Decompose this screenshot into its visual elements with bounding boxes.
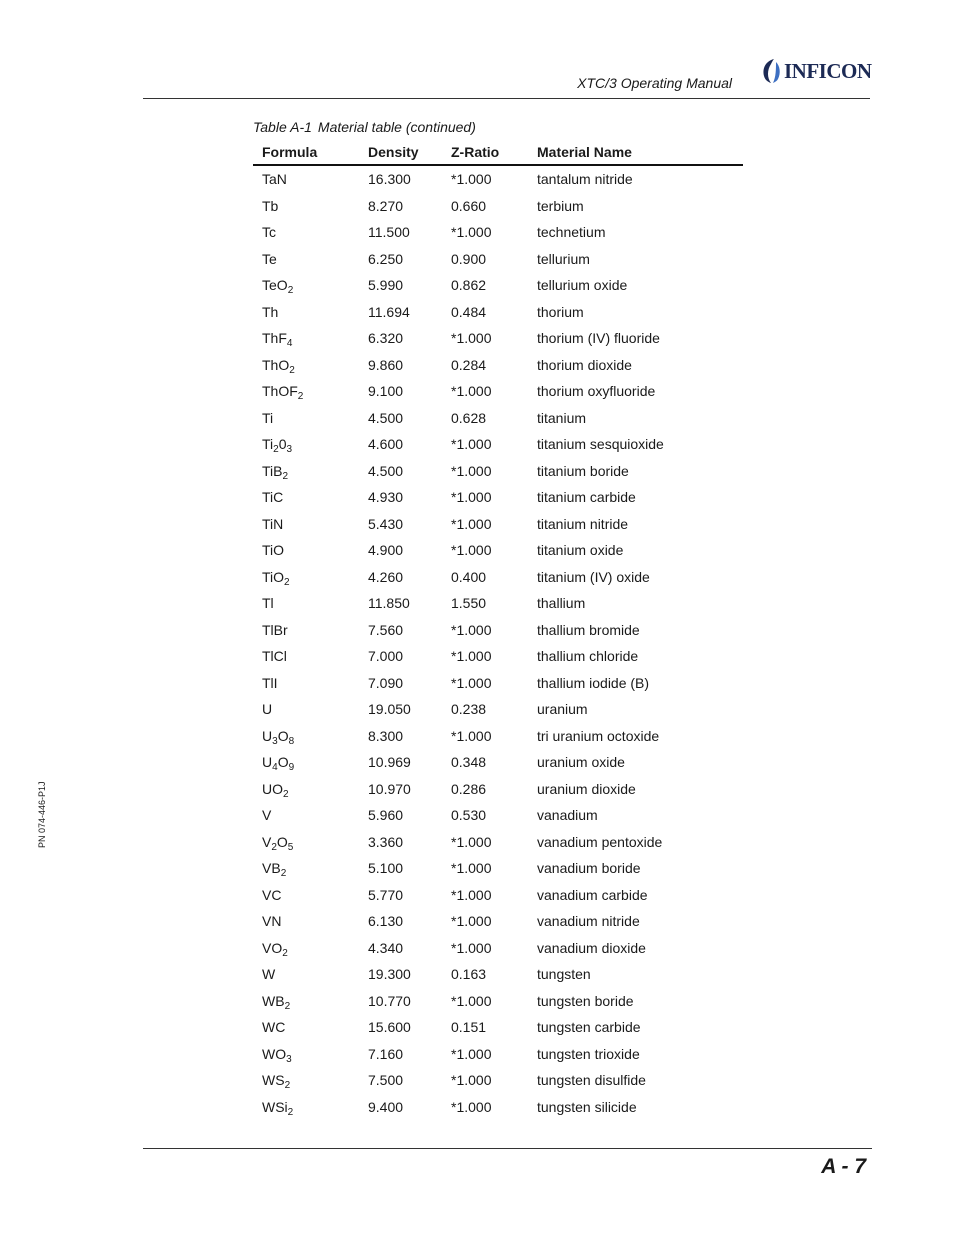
material-name-cell: technetium: [537, 224, 606, 240]
table-row: [253, 776, 743, 803]
z-ratio-cell: 0.628: [451, 409, 487, 426]
formula-subscript: 9: [288, 762, 295, 773]
density-cell: 4.600: [368, 436, 404, 452]
z-ratio-cell: 0.400: [451, 568, 487, 585]
column-header-formula: Formula: [262, 144, 318, 160]
table-row: [253, 405, 743, 432]
z-ratio-cell: *1.000: [451, 648, 492, 664]
formula-subscript: 2: [282, 947, 288, 959]
formula-cell: [262, 462, 289, 482]
table-row: [253, 961, 743, 988]
formula-text: O: [277, 727, 289, 744]
formula-cell: [262, 171, 287, 187]
formula-cell: [262, 410, 273, 426]
z-ratio-cell: 0.348: [451, 754, 487, 770]
formula-text: 0: [278, 436, 287, 452]
formula-text: ThOF: [262, 383, 298, 399]
table-row: [253, 378, 743, 405]
inficon-logo-icon: [760, 58, 782, 84]
z-ratio-cell: *1.000: [451, 833, 492, 850]
material-name-cell: thallium: [537, 595, 586, 611]
formula-subscript: 3: [272, 735, 278, 747]
formula-text: TiC: [262, 489, 284, 505]
formula-text: WO: [262, 1045, 287, 1062]
formula-cell: [262, 675, 278, 691]
formula-subscript: 3: [286, 1053, 292, 1065]
z-ratio-cell: 0.163: [451, 966, 487, 982]
formula-cell: [262, 1019, 285, 1035]
table-row: [253, 882, 743, 909]
table-row: [253, 166, 743, 193]
table-row: [253, 988, 743, 1015]
formula-cell: [262, 383, 304, 402]
formula-text: TlI: [262, 674, 278, 691]
formula-cell: [262, 754, 295, 773]
formula-cell: [262, 913, 281, 929]
density-cell: 6.250: [368, 250, 404, 267]
density-cell: 9.860: [368, 356, 404, 373]
density-cell: 7.160: [368, 1045, 404, 1062]
formula-subscript: 2: [273, 444, 279, 455]
density-cell: 7.500: [368, 1072, 404, 1088]
formula-text: U: [262, 754, 273, 770]
material-name-cell: titanium sesquioxide: [537, 436, 664, 452]
formula-text: Tb: [262, 197, 279, 214]
formula-text: VN: [262, 913, 282, 929]
formula-subscript: 2: [284, 576, 290, 588]
formula-cell: [262, 595, 274, 611]
material-name-cell: tantalum nitride: [537, 171, 633, 187]
table-row: [253, 431, 743, 458]
formula-text: WS: [262, 1072, 285, 1088]
formula-text: Th: [262, 303, 279, 320]
formula-cell: [262, 198, 278, 214]
z-ratio-cell: 0.484: [451, 303, 487, 320]
density-cell: 8.270: [368, 197, 404, 214]
formula-cell: [262, 568, 290, 588]
formula-text: ThF: [262, 330, 287, 346]
table-header: [253, 136, 743, 166]
formula-text: WC: [262, 1019, 286, 1035]
formula-text: V: [262, 807, 272, 823]
formula-cell: [262, 277, 294, 296]
z-ratio-cell: *1.000: [451, 462, 492, 479]
z-ratio-cell: *1.000: [451, 913, 492, 929]
table-row: [253, 935, 743, 962]
formula-cell: [262, 648, 287, 664]
table-row: [253, 299, 743, 326]
part-number: PN 074-446-P1J: [37, 781, 47, 848]
material-name-cell: thorium (IV) fluoride: [537, 330, 660, 346]
table-row: [253, 749, 743, 776]
formula-text: WB: [262, 992, 285, 1009]
formula-cell: [262, 701, 272, 717]
formula-cell: [262, 1045, 292, 1065]
material-name-cell: tellurium oxide: [537, 277, 628, 293]
z-ratio-cell: *1.000: [451, 515, 492, 532]
table-row: [253, 802, 743, 829]
z-ratio-cell: 0.862: [451, 277, 487, 293]
density-cell: 19.300: [368, 966, 411, 982]
formula-cell: [262, 356, 295, 376]
z-ratio-cell: 0.900: [451, 250, 487, 267]
density-cell: 10.970: [368, 780, 411, 797]
formula-subscript: 2: [297, 391, 304, 402]
z-ratio-cell: 0.151: [451, 1019, 487, 1035]
table-row: [253, 1041, 743, 1068]
material-name-cell: thorium: [537, 303, 584, 320]
formula-text: VC: [262, 886, 282, 903]
material-table-body: [253, 166, 743, 1120]
page-number: A - 7: [821, 1155, 866, 1178]
material-name-cell: tungsten: [537, 966, 591, 982]
material-name-cell: titanium: [537, 409, 587, 426]
z-ratio-cell: *1.000: [451, 860, 492, 876]
density-cell: 11.694: [368, 303, 410, 320]
formula-cell: [262, 833, 294, 853]
formula-text: TiB: [262, 462, 283, 479]
table-row: [253, 908, 743, 935]
formula-cell: [262, 489, 283, 505]
material-name-cell: titanium (IV) oxide: [537, 568, 650, 585]
formula-cell: [262, 966, 275, 982]
header-manual-title: XTC/3 Operating Manual: [577, 75, 732, 91]
material-name-cell: thallium iodide (B): [537, 674, 650, 691]
formula-subscript: 4: [272, 762, 278, 773]
formula-text: WSi: [262, 1098, 288, 1115]
z-ratio-cell: *1.000: [451, 542, 492, 558]
formula-text: UO: [262, 780, 283, 797]
formula-cell: [262, 992, 291, 1012]
density-cell: 6.130: [368, 913, 404, 929]
table-row: [253, 352, 743, 379]
z-ratio-cell: *1.000: [451, 489, 492, 505]
table-row: [253, 537, 743, 564]
table-row: [253, 1067, 743, 1094]
material-name-cell: thallium chloride: [537, 648, 639, 664]
z-ratio-cell: 0.530: [451, 807, 487, 823]
logo-text: INFICON: [784, 58, 872, 83]
formula-text: Ti: [262, 436, 274, 452]
material-name-cell: tungsten trioxide: [537, 1045, 640, 1062]
table-row: [253, 193, 743, 220]
density-cell: 10.770: [368, 992, 411, 1009]
material-name-cell: tellurium: [537, 250, 590, 267]
table-row: [253, 855, 743, 882]
z-ratio-cell: 1.550: [451, 595, 487, 611]
material-name-cell: tungsten silicide: [537, 1098, 637, 1115]
formula-subscript: 3: [286, 444, 293, 455]
formula-cell: [262, 224, 276, 240]
footer-rule: [143, 1148, 872, 1149]
formula-cell: [262, 1098, 294, 1118]
table-row: [253, 272, 743, 299]
formula-cell: [262, 727, 295, 747]
table-row: [253, 590, 743, 617]
formula-cell: [262, 304, 278, 320]
formula-text: U: [262, 727, 273, 744]
material-name-cell: tungsten disulfide: [537, 1072, 646, 1088]
formula-text: TaN: [262, 171, 287, 187]
z-ratio-cell: 0.660: [451, 197, 487, 214]
z-ratio-cell: *1.000: [451, 1045, 492, 1062]
material-name-cell: titanium carbide: [537, 489, 636, 505]
density-cell: 8.300: [368, 727, 404, 744]
density-cell: 4.500: [368, 462, 404, 479]
material-name-cell: terbium: [537, 197, 584, 214]
material-name-cell: tungsten boride: [537, 992, 634, 1009]
inficon-logo: [760, 58, 872, 84]
formula-cell: [262, 780, 289, 800]
material-name-cell: vanadium carbide: [537, 886, 648, 903]
z-ratio-cell: *1.000: [451, 1098, 492, 1115]
table-row: [253, 643, 743, 670]
density-cell: 5.990: [368, 277, 404, 293]
table-caption: [253, 119, 476, 135]
z-ratio-cell: 0.286: [451, 780, 487, 797]
density-cell: 11.500: [368, 224, 410, 240]
formula-subscript: 2: [280, 868, 287, 879]
material-name-cell: uranium: [537, 701, 588, 717]
table-row: [253, 484, 743, 511]
density-cell: 7.000: [368, 648, 404, 664]
z-ratio-cell: *1.000: [451, 674, 492, 691]
z-ratio-cell: *1.000: [451, 224, 492, 240]
formula-text: TlCl: [262, 648, 287, 664]
z-ratio-cell: *1.000: [451, 436, 492, 452]
formula-subscript: 2: [287, 1106, 294, 1118]
formula-subscript: 2: [284, 1080, 291, 1091]
density-cell: 3.360: [368, 833, 404, 850]
column-header-z-ratio: Z-Ratio: [451, 144, 500, 160]
density-cell: 19.050: [368, 701, 411, 717]
table-row: [253, 219, 743, 246]
formula-text: W: [262, 966, 276, 982]
formula-cell: [262, 939, 288, 959]
density-cell: 15.600: [368, 1019, 411, 1035]
formula-subscript: 2: [282, 470, 289, 482]
formula-text: TeO: [262, 277, 288, 293]
material-name-cell: thorium oxyfluoride: [537, 383, 656, 399]
header-rule: [143, 98, 870, 99]
density-cell: 7.560: [368, 621, 404, 638]
material-name-cell: thorium dioxide: [537, 356, 632, 373]
formula-subscript: 2: [289, 364, 295, 376]
density-cell: 9.400: [368, 1098, 404, 1115]
material-name-cell: uranium oxide: [537, 754, 625, 770]
density-cell: 6.320: [368, 330, 404, 346]
formula-cell: [262, 622, 288, 638]
density-cell: 7.090: [368, 674, 404, 691]
table-row: [253, 246, 743, 273]
density-cell: 4.500: [368, 409, 404, 426]
material-name-cell: vanadium nitride: [537, 913, 640, 929]
density-cell: 5.960: [368, 807, 404, 823]
column-header-material-name: Material Name: [537, 144, 632, 160]
formula-text: TiO: [262, 568, 285, 585]
formula-text: VO: [262, 939, 283, 956]
material-name-cell: vanadium boride: [537, 860, 641, 876]
formula-subscript: 2: [287, 285, 294, 296]
z-ratio-cell: *1.000: [451, 171, 492, 187]
z-ratio-cell: 0.284: [451, 356, 487, 373]
z-ratio-cell: *1.000: [451, 939, 492, 956]
formula-cell: [262, 516, 283, 532]
formula-text: TiO: [262, 542, 285, 558]
formula-cell: [262, 251, 277, 267]
formula-text: ThO: [262, 356, 290, 373]
material-name-cell: vanadium pentoxide: [537, 833, 663, 850]
column-header-density: Density: [368, 144, 419, 160]
formula-subscript: 2: [271, 841, 277, 853]
material-name-cell: vanadium: [537, 807, 598, 823]
table-row: [253, 458, 743, 485]
formula-subscript: 4: [286, 338, 293, 349]
formula-text: TiN: [262, 515, 284, 532]
material-name-cell: tri uranium octoxide: [537, 727, 660, 744]
table-row: [253, 511, 743, 538]
material-name-cell: titanium oxide: [537, 542, 624, 558]
formula-subscript: 2: [284, 1000, 291, 1012]
material-name-cell: titanium boride: [537, 462, 629, 479]
formula-cell: [262, 807, 271, 823]
table-row: [253, 723, 743, 750]
material-name-cell: vanadium dioxide: [537, 939, 646, 956]
z-ratio-cell: 0.238: [451, 701, 487, 717]
formula-text: VB: [262, 860, 281, 876]
formula-text: Ti: [262, 409, 274, 426]
material-name-cell: thallium bromide: [537, 621, 640, 638]
formula-text: U: [262, 701, 273, 717]
formula-text: V: [262, 833, 272, 850]
z-ratio-cell: *1.000: [451, 621, 492, 638]
material-name-cell: tungsten carbide: [537, 1019, 641, 1035]
density-cell: 4.900: [368, 542, 404, 558]
density-cell: 5.430: [368, 515, 404, 532]
formula-text: Te: [262, 250, 277, 267]
formula-text: O: [277, 754, 289, 770]
z-ratio-cell: *1.000: [451, 727, 492, 744]
z-ratio-cell: *1.000: [451, 383, 492, 399]
formula-text: O: [276, 833, 288, 850]
density-cell: 5.100: [368, 860, 404, 876]
formula-subscript: 2: [283, 788, 289, 800]
density-cell: 11.850: [368, 595, 410, 611]
table-row: [253, 617, 743, 644]
formula-subscript: 5: [287, 841, 294, 853]
z-ratio-cell: *1.000: [451, 330, 492, 346]
table-row: [253, 670, 743, 697]
density-cell: 16.300: [368, 171, 411, 187]
z-ratio-cell: *1.000: [451, 1072, 492, 1088]
table-row: [253, 325, 743, 352]
table-row: [253, 696, 743, 723]
table-row: [253, 1094, 743, 1121]
formula-cell: [262, 860, 287, 879]
z-ratio-cell: *1.000: [451, 992, 492, 1009]
density-cell: 5.770: [368, 886, 404, 903]
table-row: [253, 1014, 743, 1041]
formula-cell: [262, 1072, 291, 1091]
formula-text: Tl: [262, 595, 274, 611]
density-cell: 10.969: [368, 754, 411, 770]
formula-cell: [262, 436, 293, 455]
density-cell: 9.100: [368, 383, 404, 399]
table-caption-title: Material table (continued): [317, 119, 476, 135]
material-name-cell: titanium nitride: [537, 515, 629, 532]
density-cell: 4.930: [368, 489, 404, 505]
material-name-cell: uranium dioxide: [537, 780, 636, 797]
table-row: [253, 564, 743, 591]
density-cell: 4.340: [368, 939, 404, 956]
table-row: [253, 829, 743, 856]
formula-text: TlBr: [262, 621, 288, 638]
formula-subscript: 8: [288, 735, 295, 747]
formula-cell: [262, 330, 293, 349]
table-caption-label: Table A-1: [253, 119, 312, 135]
density-cell: 4.260: [368, 568, 404, 585]
formula-cell: [262, 542, 284, 558]
formula-text: Tc: [262, 224, 276, 240]
formula-cell: [262, 887, 281, 903]
z-ratio-cell: *1.000: [451, 886, 492, 903]
